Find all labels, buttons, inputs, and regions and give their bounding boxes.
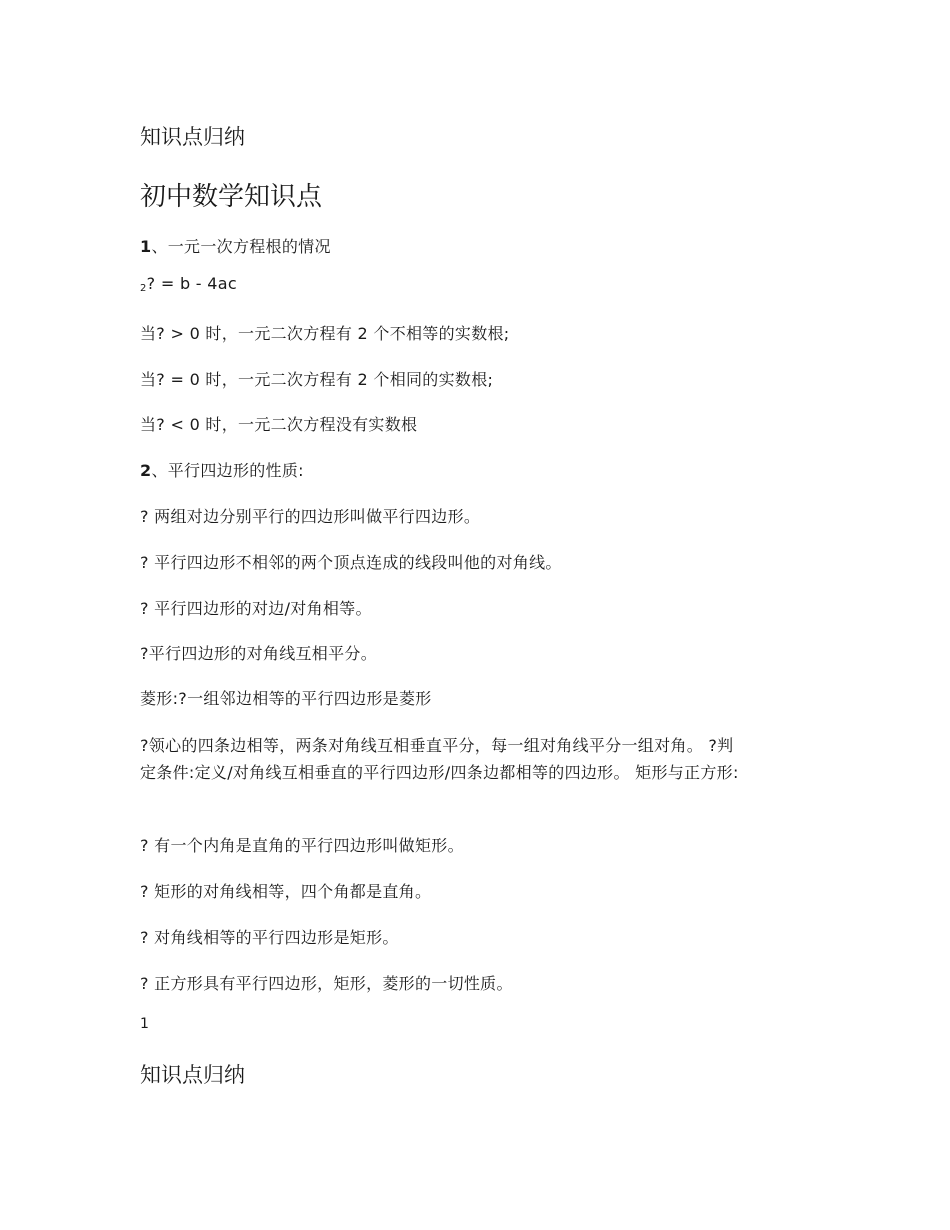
page-number: 1 <box>140 1016 149 1032</box>
paragraph-rhombus: 菱形:?一组邻边相等的平行四边形是菱形 <box>140 689 432 708</box>
paragraph-rhombus-props-line1: ?领心的四条边相等，两条对角线互相垂直平分，每一组对角线平分一组对角。 ?判 <box>140 736 734 755</box>
paragraph-1: ? 两组对边分别平行的四边形叫做平行四边形。 <box>140 507 481 526</box>
paragraph-rectangle-def: ? 有一个内角是直角的平行四边形叫做矩形。 <box>140 836 464 855</box>
paragraph-rhombus-props-line2: 定条件:定义/对角线互相垂直的平行四边形/四条边都相等的四边形。 矩形与正方形: <box>140 763 739 782</box>
paragraph-rectangle-props: ? 矩形的对角线相等，四个角都是直角。 <box>140 882 432 901</box>
section-2-number: 2 <box>140 461 152 480</box>
case-negative: 当? < 0 时，一元二次方程没有实数根 <box>140 415 418 434</box>
page-title: 初中数学知识点 <box>140 182 323 212</box>
section-1-heading <box>140 234 331 257</box>
case-zero: 当? = 0 时，一元二次方程有 2 个相同的实数根; <box>140 370 494 389</box>
discriminant-formula <box>140 274 237 294</box>
next-page-header: 知识点归纳 <box>140 1063 245 1087</box>
section-2-heading-text: 、平行四边形的性质: <box>151 461 304 480</box>
case-positive: 当? > 0 时，一元二次方程有 2 个不相等的实数根; <box>140 324 510 343</box>
running-header: 知识点归纳 <box>140 125 245 149</box>
paragraph-4: ?平行四边形的对角线互相平分。 <box>140 644 377 663</box>
paragraph-2: ? 平行四边形不相邻的两个顶点连成的线段叫他的对角线。 <box>140 553 562 572</box>
formula-superscript: 2 <box>140 283 147 294</box>
paragraph-3: ? 平行四边形的对边/对角相等。 <box>140 599 372 618</box>
section-1-heading-text: 、一元一次方程根的情况 <box>151 237 331 256</box>
paragraph-rectangle-cond: ? 对角线相等的平行四边形是矩形。 <box>140 928 399 947</box>
section-2-heading <box>140 458 304 481</box>
paragraph-square: ? 正方形具有平行四边形，矩形，菱形的一切性质。 <box>140 974 513 993</box>
formula-text: ? = b - 4ac <box>146 274 237 293</box>
section-1-number: 1 <box>140 237 152 256</box>
